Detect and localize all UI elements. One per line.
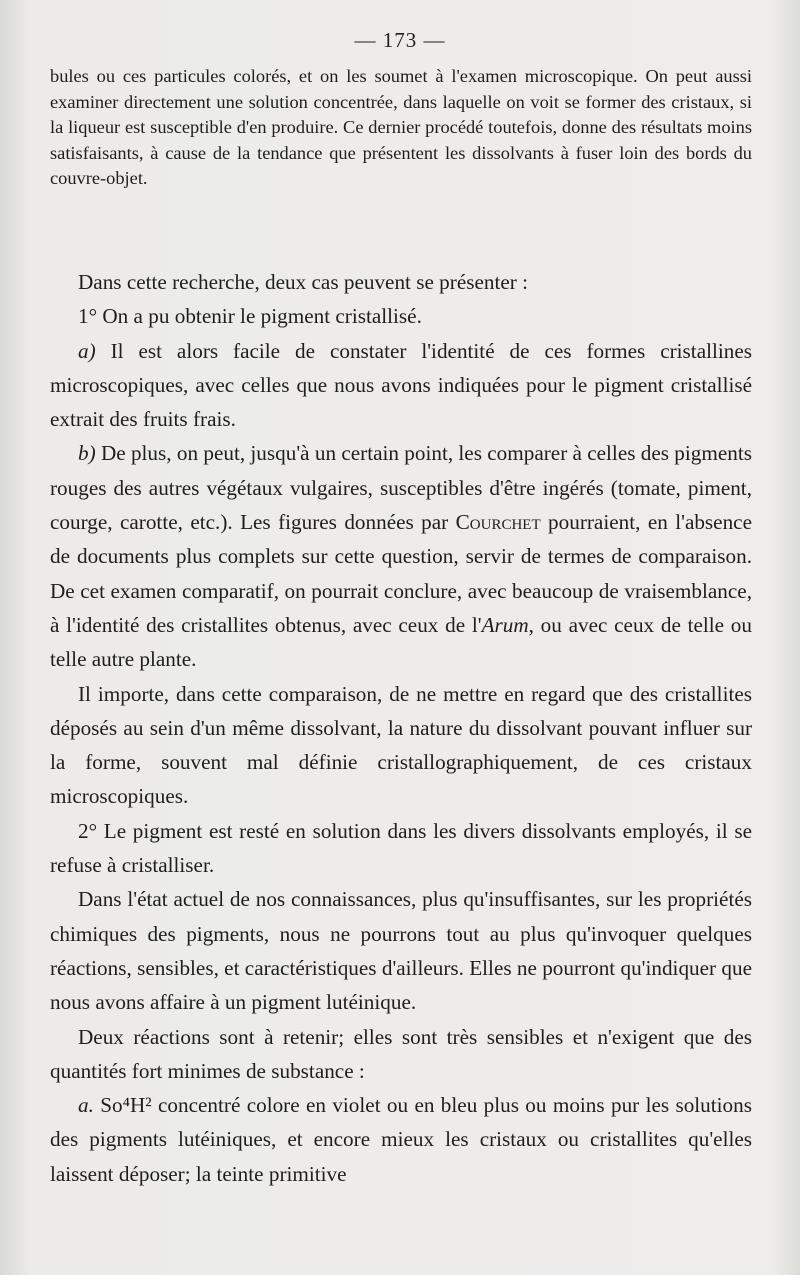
label-reaction-a: a. bbox=[78, 1093, 94, 1118]
paragraph-two-reactions: Deux réactions sont à retenir; elles sont très sensibles et n'exigent que des quantités fort minimes de substance : bbox=[50, 1024, 752, 1083]
paragraph-state: Dans l'état actuel de nos connaissances, plus qu'insuffisantes, sur les propriétés chimiques des pigments, nous ne pourrons tout au plus qu'invoquer quelques réactions, sensibles, et caractéristiques d'ailleurs. Elles ne pourront qu'indiquer que nous avons affaire à un pigment lutéinique. bbox=[50, 887, 752, 1015]
label-a: a) bbox=[78, 338, 96, 363]
continuation-text: bules ou ces particules colorés, et on les soumet à l'examen microscopique. On peut aussi examiner directement une solution concentrée, dans laquelle on voit se former des cristaux, si la liqueur est susceptible d'en produire. Ce dernier procédé toutefois, donne des résultats moins satisfaisants, à cause de la tendance que présentent les dissolvants à fuser loin des bords du couvre-objet. bbox=[50, 66, 752, 188]
text-b-3: , ou avec ceux de telle ou telle autre plante. bbox=[50, 612, 752, 672]
paragraph-case-1: 1° On a pu obtenir le pigment cristallisé. bbox=[78, 304, 422, 329]
paragraph-intro: Dans cette recherche, deux cas peuvent se présenter : bbox=[78, 270, 529, 294]
arum-term: Arum bbox=[481, 612, 529, 637]
continuation-paragraph bbox=[50, 64, 752, 192]
main-text bbox=[50, 265, 752, 1191]
paragraph-b bbox=[50, 436, 752, 676]
paragraph-important: Il importe, dans cette comparaison, de ne mettre en regard que des cristallites déposés au sein d'un même dissolvant, la nature du dissolvant pouvant influer sur la forme, souvent mal définie cristallographiquement, de ces cristaux microscopiques. bbox=[50, 681, 752, 809]
paragraph-reaction-a bbox=[50, 1088, 752, 1191]
text-reaction-a: concentré colore en violet ou en bleu plus ou moins pur les solutions des pigments lutéiniques, et encore mieux les cristaux ou cristallites qu'elles laissent déposer; la teinte primitive bbox=[50, 1093, 752, 1186]
text-b-2: pourraient, en l'absence de documents plus complets sur cette question, servir de termes de comparaison. De cet examen comparatif, on pourrait conclure, avec beaucoup de vraisemblance, à l'identité des cristallites obtenus, avec ceux de l' bbox=[50, 510, 752, 637]
label-b: b) bbox=[78, 441, 96, 466]
paragraph-a bbox=[50, 334, 752, 437]
author-courchet: Courchet bbox=[455, 510, 541, 535]
paragraph-case-2: 2° Le pigment est resté en solution dans les divers dissolvants employés, il se refuse à cristalliser. bbox=[50, 818, 752, 878]
text-b-1: De plus, on peut, jusqu'à un certain point, les comparer à celles des pigments rouges des autres végétaux vulgaires, susceptibles d'être ingérés (tomate, piment, courge, carotte, etc.). Les figures données par bbox=[50, 441, 752, 535]
page-number: — 173 — bbox=[354, 28, 446, 52]
text-a: Il est alors facile de constater l'identité de ces formes cristallines microscopiques, avec celles que nous avons indiquées pour le pigment cristallisé extrait des fruits frais. bbox=[50, 338, 752, 432]
formula-reaction-a: So⁴H² bbox=[93, 1093, 152, 1118]
